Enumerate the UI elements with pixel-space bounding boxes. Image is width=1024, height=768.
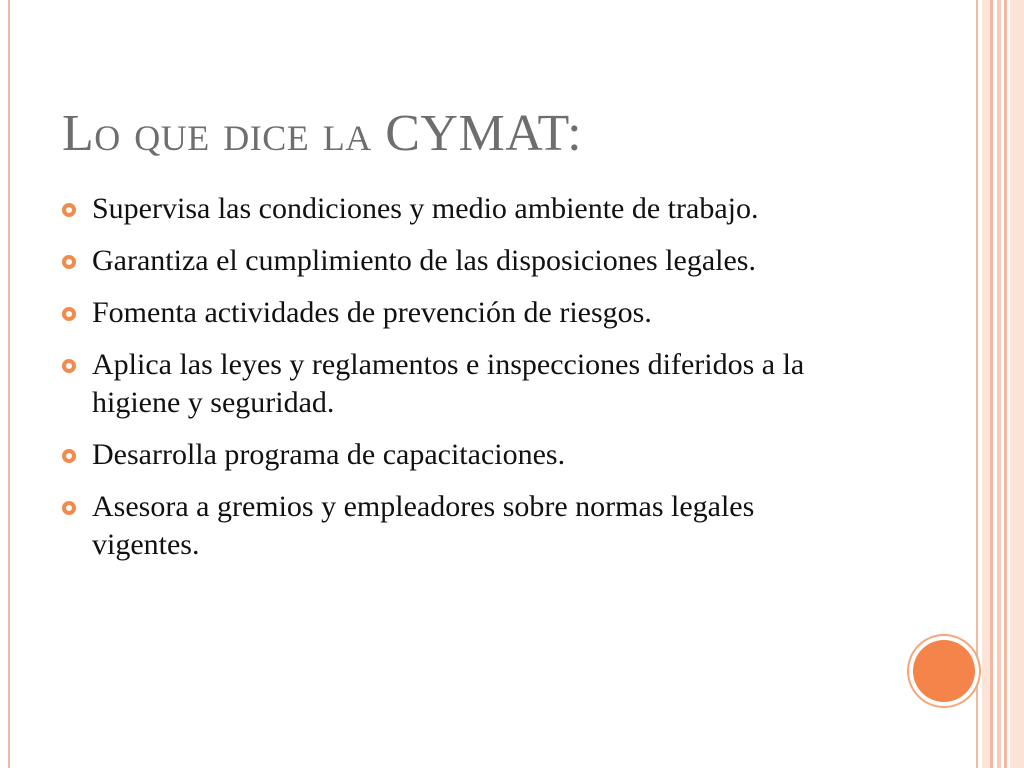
bullet-text: Garantiza el cumplimiento de las disposiciones legales. — [92, 244, 756, 277]
right-stripe — [1010, 0, 1024, 768]
right-stripe — [982, 0, 990, 768]
ring-bullet-icon — [62, 501, 76, 515]
bullet-text: Asesora a gremios y empleadores sobre normas legales vigentes. — [92, 490, 755, 561]
bullet-item — [62, 242, 862, 280]
right-stripe — [990, 0, 993, 768]
bullet-item — [62, 436, 862, 474]
bullet-text: Aplica las leyes y reglamentos e inspecciones diferidos a la higiene y seguridad. — [92, 348, 805, 419]
slide-title: Lo que dice la CYMAT: — [62, 105, 583, 162]
right-stripe — [997, 0, 1001, 768]
ring-bullet-icon — [62, 203, 76, 217]
decorative-circle — [913, 640, 975, 702]
bullet-list — [62, 190, 862, 578]
ring-bullet-icon — [62, 255, 76, 269]
ring-bullet-icon — [62, 449, 76, 463]
bullet-item — [62, 294, 862, 332]
left-border-line — [8, 0, 10, 768]
bullet-item — [62, 488, 862, 564]
right-stripe — [1004, 0, 1007, 768]
bullet-item — [62, 346, 862, 422]
bullet-text: Desarrolla programa de capacitaciones. — [92, 438, 566, 471]
bullet-item — [62, 190, 862, 228]
ring-bullet-icon — [62, 359, 76, 373]
ring-bullet-icon — [62, 307, 76, 321]
bullet-text: Supervisa las condiciones y medio ambiente de trabajo. — [92, 192, 759, 225]
bullet-text: Fomenta actividades de prevención de riesgos. — [92, 296, 652, 329]
right-stripe — [976, 0, 978, 768]
